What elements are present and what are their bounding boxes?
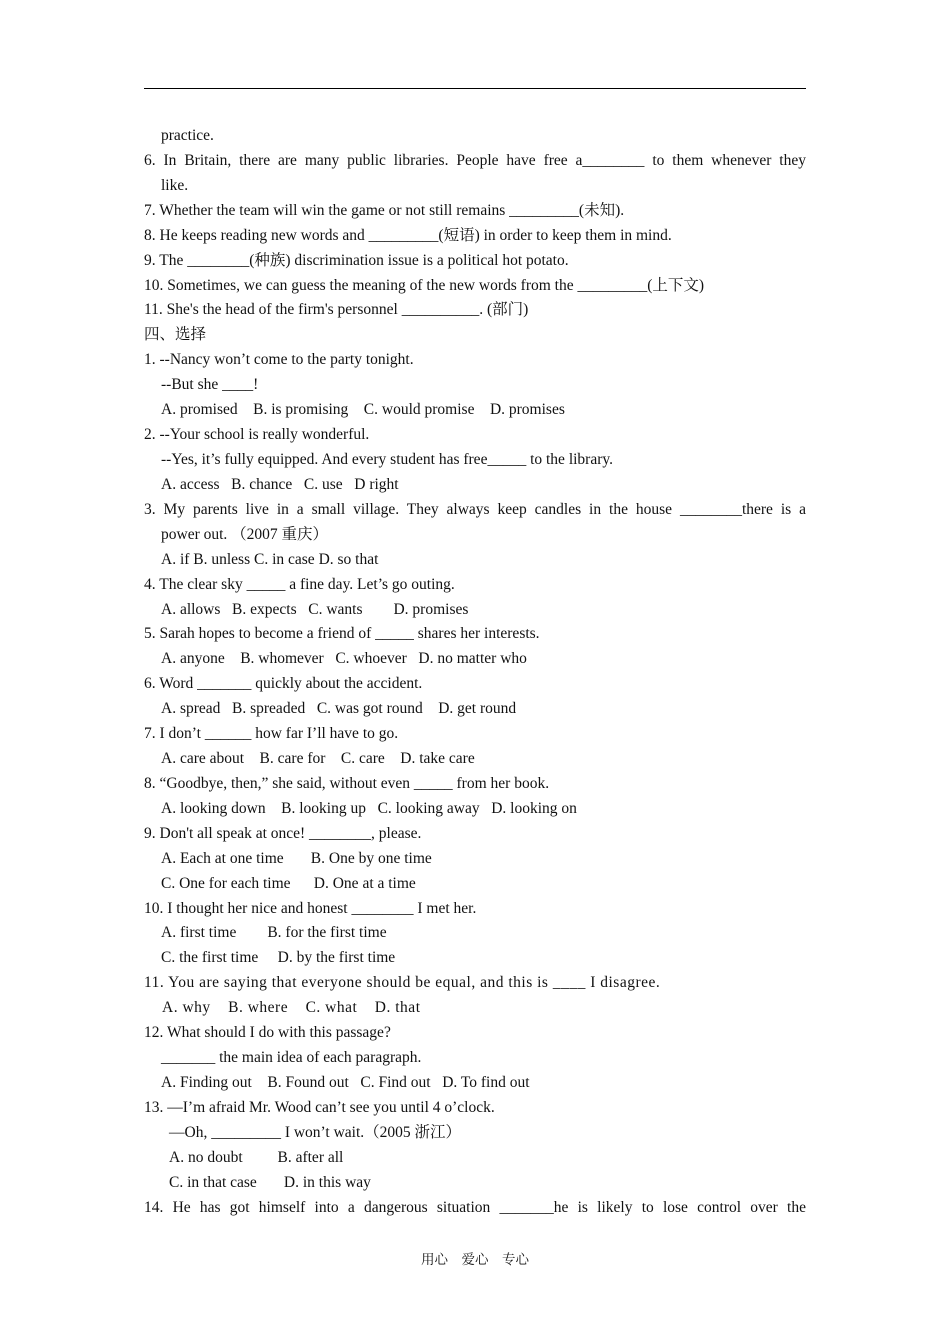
question-line: 7. Whether the team will win the game or not still remains _________(未知). (144, 201, 625, 219)
question-line: 5. Sarah hopes to become a friend of _____ shares her interests. (144, 625, 540, 643)
options-line: A. promised B. is promising C. would promise D. promises (161, 401, 565, 419)
header-rule (144, 88, 806, 89)
dialogue-line: --But she ____! (161, 376, 259, 394)
options-line: A. if B. unless C. in case D. so that (161, 550, 379, 568)
question-line: 6. Word _______ quickly about the accident. (144, 675, 423, 693)
question-line: 4. The clear sky _____ a fine day. Let’s go outing. (144, 575, 455, 593)
continuation-line: practice. (161, 127, 214, 144)
continuation-line: power out. （2007 重庆） (161, 525, 329, 543)
question-line: 10. Sometimes, we can guess the meaning of the new words from the _________(上下文) (144, 276, 705, 294)
options-line: A. no doubt B. after all (169, 1148, 344, 1166)
options-line: A. care about B. care for C. care D. take care (161, 750, 475, 767)
options-line: A. anyone B. whomever C. whoever D. no matter who (161, 650, 527, 668)
question-line: 11. She's the head of the firm's personnel __________. (部门) (144, 301, 529, 319)
question-line: 9. Don't all speak at once! ________, please. (144, 824, 422, 842)
continuation-line: like. (161, 176, 189, 194)
options-line: A. Finding out B. Found out C. Find out D. To find out (161, 1074, 530, 1091)
question-line: 9. The ________(种族) discrimination issue is a political hot potato. (144, 251, 569, 269)
options-line: C. in that case D. in this way (169, 1173, 371, 1191)
question-line: 7. I don’t ______ how far I’ll have to go. (144, 725, 399, 743)
section-heading: 四、选择 (144, 326, 207, 344)
question-line: 3. My parents live in a small village. They always keep candles in the house ________there is a (144, 500, 806, 518)
options-line: A. Each at one time B. One by one time (161, 849, 432, 867)
question-line: 1. --Nancy won’t come to the party tonight. (144, 351, 414, 369)
options-line: A. access B. chance C. use D right (161, 475, 399, 493)
options-line: A. allows B. expects C. wants D. promises (161, 600, 469, 618)
dialogue-line: --Yes, it’s fully equipped. And every student has free_____ to the library. (161, 451, 613, 468)
options-line: C. the first time D. by the first time (161, 949, 396, 967)
dialogue-line: —Oh, _________ I won’t wait.（2005 浙江） (169, 1123, 462, 1141)
question-line: 14. He has got himself into a dangerous situation _______he is likely to lose control over the (144, 1198, 806, 1216)
question-line: 11. You are saying that everyone should be equal, and this is ____ I disagree. (144, 974, 661, 992)
question-line: 2. --Your school is really wonderful. (144, 426, 370, 443)
question-line: 13. —I’m afraid Mr. Wood can’t see you until 4 o’clock. (144, 1098, 495, 1116)
options-line: A. first time B. for the first time (161, 924, 387, 942)
question-line: 10. I thought her nice and honest ________ I met her. (144, 899, 477, 917)
question-line: 8. “Goodbye, then,” she said, without even _____ from her book. (144, 774, 550, 792)
dialogue-line: _______ the main idea of each paragraph. (161, 1049, 422, 1066)
question-line: 8. He keeps reading new words and _________(短语) in order to keep them in mind. (144, 226, 672, 244)
options-line: C. One for each time D. One at a time (161, 874, 416, 892)
options-line: A. why B. where C. what D. that (162, 999, 421, 1017)
question-line: 12. What should I do with this passage? (144, 1024, 391, 1042)
page-footer: 用心 爱心 专心 (421, 1252, 529, 1267)
question-line: 6. In Britain, there are many public libraries. People have free a________ to them whenever they (144, 151, 806, 169)
options-line: A. looking down B. looking up C. looking away D. looking on (161, 799, 577, 817)
options-line: A. spread B. spreaded C. was got round D. get round (161, 700, 517, 718)
